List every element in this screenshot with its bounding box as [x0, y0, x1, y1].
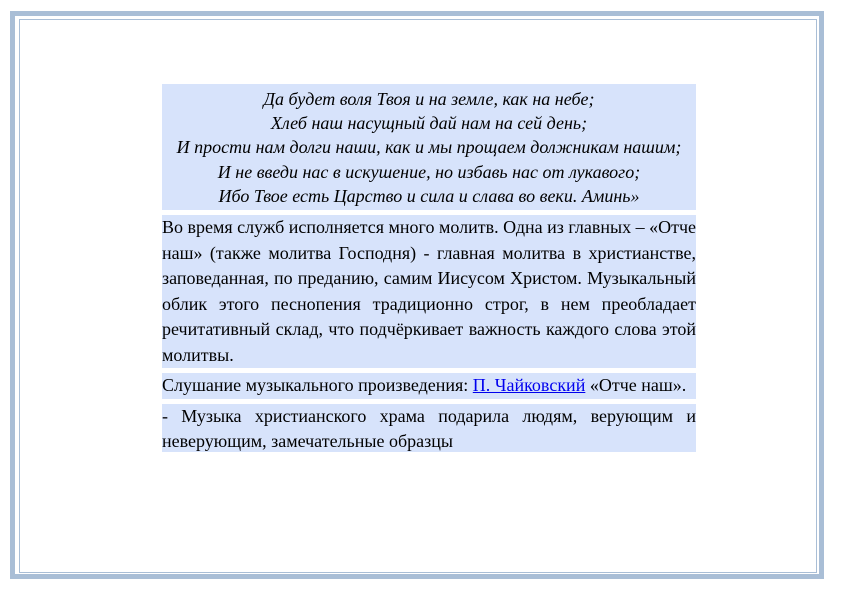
tchaikovsky-link[interactable]: П. Чайковский — [472, 375, 586, 396]
prayer-line-1: Да будет воля Твоя и на земле, как на небе; — [263, 89, 595, 109]
paragraph-music: - Музыка христианского храма подарила людям, верующим и неверующим, замечательные образцы — [162, 405, 696, 452]
paragraph-main: Во время служб исполняется много молитв. Одна из главных – «Отче наш» (также молитва Господня) - главная молитва в христианстве, заповеданная, по преданию, самим Иисусом Христом. Музыкальный облик этого песнопения традиционно строг, в нем преобладает речитативный склад, что подчёркивает важность каждого слова этой молитвы. — [162, 215, 696, 368]
listening-prefix: Слушание музыкального произведения: — [162, 375, 473, 396]
prayer-line-5: Ибо Твое есть Царство и сила и слава во веки. Аминь» — [218, 185, 640, 206]
prayer-line-2: Хлеб наш насущный дай нам на сей день; — [270, 113, 588, 134]
text-content — [162, 84, 696, 452]
prayer-line-3: И прости нам долги наши, как и мы прощаем должникам нашим; — [176, 137, 682, 158]
prayer-line-4: И не введи нас в искушение, но избавь нас от лукавого; — [217, 161, 641, 182]
listening-suffix: «Отче наш». — [585, 375, 687, 396]
prayer-block — [162, 84, 696, 210]
listening-paragraph — [162, 373, 696, 399]
